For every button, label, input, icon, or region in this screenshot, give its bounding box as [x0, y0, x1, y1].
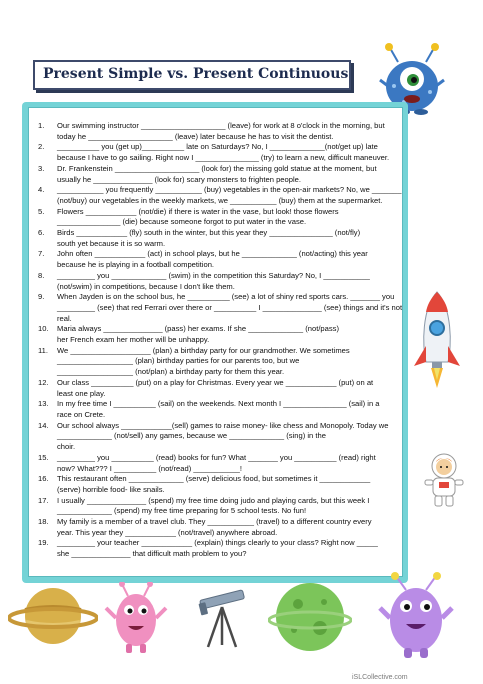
exercise-item-10: 10. Maria always ______________ (pass) her exams. If she _____________ (not/pass) her French exam her mother will be unhappy.: [38, 324, 339, 345]
purple-monster-icon: [378, 572, 454, 660]
exercise-list: [38, 121, 430, 560]
exercise-item-2: 2. __________ you (get up)__________ late on Saturdays? No, I _____________(not/get up) late because I have to go sailing. Right now I _______________ (try) to learn a new, difficult maneuver.: [38, 142, 390, 163]
planet-saturn-icon: [8, 582, 98, 650]
exercise-item-18: 18. My family is a member of a travel club. They ___________ (travel) to a different country every year. This year they ____________ (not/travel) anywhere abroad.: [38, 517, 372, 537]
exercise-item-6: 6. Birds ____________ (fly) south in the winter, but this year they _______________ (not/fly) south yet because it is so warm.: [38, 228, 361, 248]
exercise-item-7: 7. John often ____________ (act) in school plays, but he _____________ (not/acting) this year because he is playing in a football competition.: [38, 249, 368, 270]
exercise-item-15: 15. _________ you __________ (read) books for fun? What _______ you __________ (read) right now? What??? I __________ (not/read) ___________!: [38, 452, 376, 473]
rocket-icon: [412, 290, 462, 390]
astronaut-icon: [422, 452, 466, 508]
pink-monster-icon: [104, 582, 168, 654]
exercise-item-12: 12. Our class __________ (put) on a play for Christmas. Every year we ____________ (put) on at least one play.: [38, 377, 374, 398]
exercise-item-13: 13. In my free time I __________ (sail) on the weekends. Next month I _______________ (sail) in a race on Crete.: [38, 399, 380, 419]
exercise-item-16: 16. This restaurant often _____________ (serve) delicious food, but sometimes it ____________ (serve) horrible food- like snails.: [38, 474, 371, 494]
exercise-item-3: 3. Dr. Frankenstein ____________________ (look for) the missing gold statue at the moment, but usually he ______________ (look for) scary monsters to frighten people.: [38, 163, 377, 184]
title-box: [33, 60, 351, 90]
telescope-icon: [196, 585, 248, 649]
exercise-item-8: 8. _________ you _____________ (swim) in the competition this Saturday? No, I ___________ (not/swim) in competitions, because I don't like them.: [38, 270, 370, 291]
exercise-item-5: 5. Flowers ____________ (not/die) if there is water in the vase, but look! those flowers _______________ (die) because someone forgot to put water in the vase.: [38, 206, 339, 227]
green-planet-icon: [268, 576, 352, 658]
exercise-item-1: 1. Our swimming instructor ____________________ (leave) for work at 8 o'clock in the morning, but today he ____________________ (leave) later because he has to visit the dentist.: [38, 121, 385, 141]
exercise-item-14: 14. Our school always ____________(sell) games to raise money- like chess and Monopoly. Today we _____________ (not/sell) any games, because we _____________ (sing) in the choir.: [38, 420, 389, 452]
page-title: Present Simple vs. Present Continuous: [43, 66, 349, 82]
exercise-item-11: 11. We ___________________ (plan) a birthday party for our grandmother. We sometimes __________________ (plan) birthday parties for our parents too, but we __________________ (not/plan) a birthday party for them this year.: [38, 345, 350, 377]
exercise-item-9: 9. When Jayden is on the school bus, he __________ (see) a lot of shiny red sports cars. _______ you _________ (see) that red Ferrari over there or __________ I ______________ (see) things and it's not real.: [38, 292, 403, 323]
exercise-item-4: 4. ___________ you frequently ___________ (buy) vegetables in the open-air markets? No, we _______ (not/buy) our vegetables in the weekly markets, we ___________ (buy) them at the supermarket.: [38, 185, 402, 205]
site-watermark: iSLCollective.com: [352, 674, 408, 681]
exercise-item-19: 19. _________ your teacher ____________ (explain) things clearly to your class? Right now _____ she ______________ that difficult math problem to you?: [38, 538, 378, 559]
exercise-item-17: 17. I usually ______________ (spend) my free time doing judo and playing cards, but this week I _____________ (spend) my free time preparing for 5 school tests. No fun!: [38, 495, 370, 516]
